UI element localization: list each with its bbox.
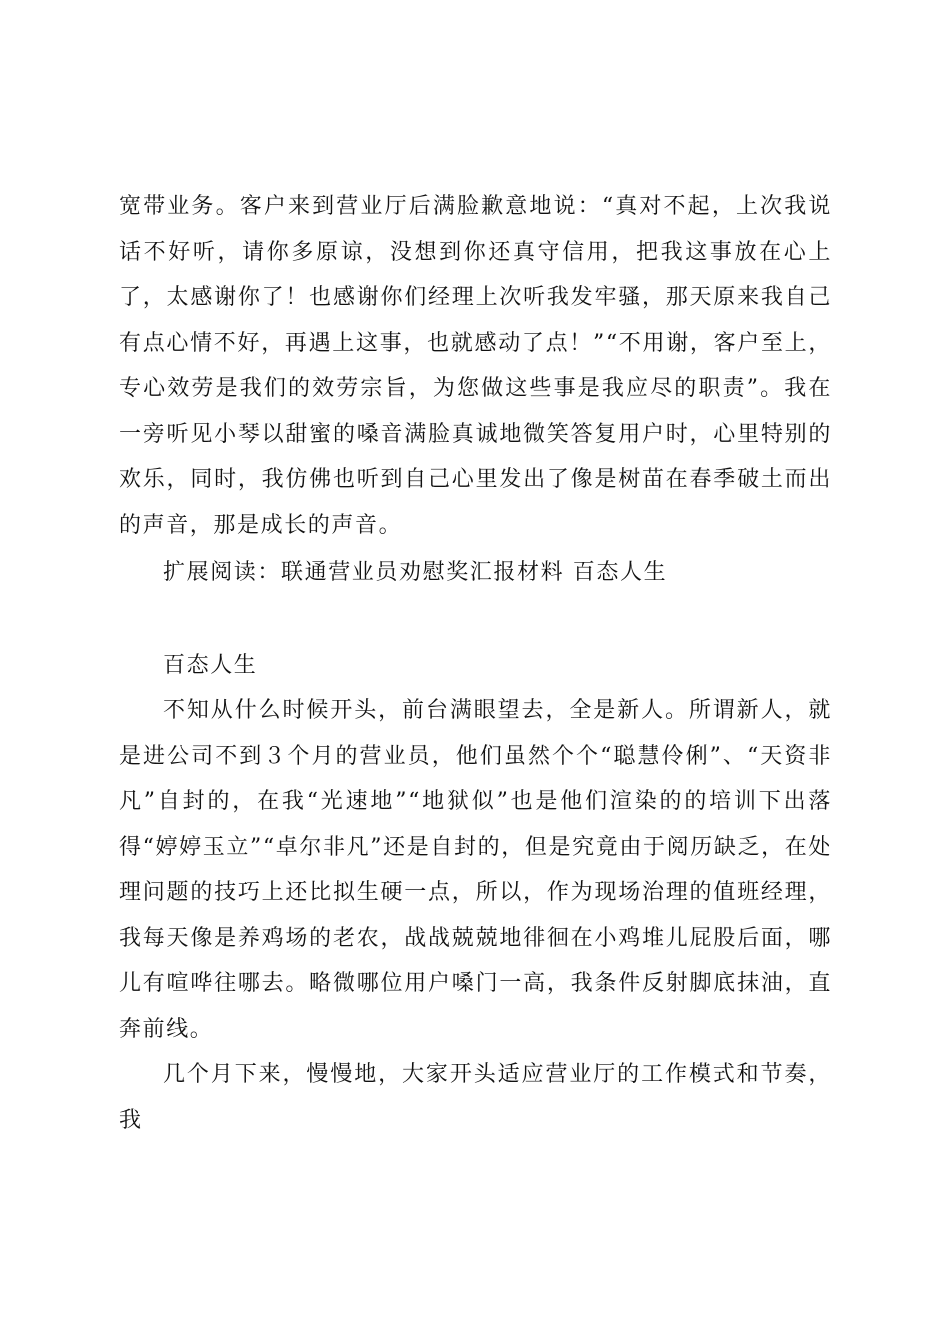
paragraph-new-staff: 不知从什么时候开头，前台满眼望去，全是新人。所谓新人，就是进公司不到３个月的营业员，他们虽然个个“聪慧伶俐”、“天资非凡”自封的，在我“光速地”“地狱似”也是他们渲染的的培训下出落得“婷婷玉立”“卓尔非凡”还是自封的，但是究竟由于阅历缺乏，在处理问题的技巧上还比拟生硬一点，所以，作为现场治理的值班经理，我每天像是养鸡场的老农，战战兢兢地徘徊在小鸡堆儿屁股后面，哪儿有喧哗往哪去。略微哪位用户嗓门一高，我条件反射脚底抹油，直奔前线。 — [119, 698, 832, 1042]
paragraph-months-later: 几个月下来，慢慢地，大家开头适应营业厅的工作模式和节奏，我 — [119, 1062, 832, 1133]
blank-line — [119, 596, 832, 643]
extended-reading-line: 扩展阅读：联通营业员劝慰奖汇报材料 百态人生 — [163, 560, 668, 585]
paragraph-customer-thanks: 宽带业务。客户来到营业厅后满脸歉意地说：“真对不起，上次我说话不好听，请你多原谅，没想到你还真守信用，把我这事放在心上了，太感谢你了！也感谢你们经理上次听我发牢骚，那天原来我自己有点心情不好，再遇上这事，也就感动了点！”“不用谢，客户至上，专心效劳是我们的效劳宗旨，为您做这些事是我应尽的职责”。我在一旁听见小琴以甜蜜的嗓音满脸真诚地微笑答复用户时，心里特别的欢乐，同时，我仿佛也听到自己心里发出了像是树苗在春季破土而出的声音，那是成长的声音。 — [119, 194, 832, 538]
section-title: 百态人生 — [163, 652, 258, 678]
document-body — [119, 184, 832, 1143]
